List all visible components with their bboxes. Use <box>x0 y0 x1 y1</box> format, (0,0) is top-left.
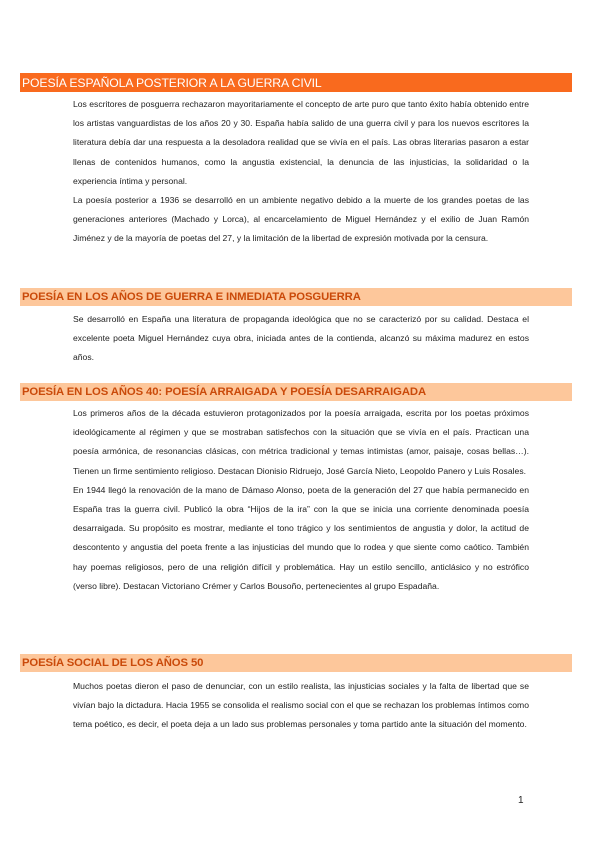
section-poesia-social <box>20 654 572 735</box>
paragraph: Los escritores de posguerra rechazaron mayoritariamente el concepto de arte puro que tanto éxito había obtenido entre los artistas vanguardistas de los años 20 y 30. España había salido de una guerra civil y para los nuevos escritores la literatura debía dar una respuesta a la desoladora realidad que se vivía en el país. Las obras literarias pasaron a estar llenas de contenidos humanos, como la angustia existencial, la denuncia de las injusticias, la solidaridad o la experiencia íntima y personal. <box>73 99 529 186</box>
paragraph: Se desarrolló en España una literatura de propaganda ideológica que no se caracterizó por su calidad. Destaca el excelente poeta Miguel Hernández cuya obra, iniciada antes de la contienda, alcanzó su máxima madurez en estos años. <box>73 314 529 363</box>
section-heading: POESÍA EN LOS AÑOS DE GUERRA E INMEDIATA POSGUERRA <box>20 288 572 306</box>
paragraph: Los primeros años de la década estuvieron protagonizados por la poesía arraigada, escrita por los poetas próximos ideológicamente al régimen y que se mostraban satisfechos con la situación que se vivía en el país. Practican una poesía armónica, de resonancias clásicas, con métrica tradicional y temas intimistas (amor, paisaje, cosas bellas…). Tienen un firme sentimiento religioso. Destacan Dionisio Ridruejo, José García Nieto, Leopoldo Panero y Luis Rosales. <box>73 408 529 476</box>
page-number: 1 <box>518 795 524 806</box>
paragraph: La poesía posterior a 1936 se desarrolló en un ambiente negativo debido a la muerte de los grandes poetas de las generaciones anteriores (Machado y Lorca), al encarcelamiento de Miguel Hernández y el exilio de Juan Ramón Jiménez y de la mayoría de poetas del 27, y la limitación de la libertad de expresión motivada por la censura. <box>73 195 529 244</box>
section-body <box>73 310 529 368</box>
paragraph: Muchos poetas dieron el paso de denunciar, con un estilo realista, las injusticias sociales y la falta de libertad que se vivían bajo la dictadura. Hacia 1955 se consolida el realismo social con el que se rechazan los problemas íntimos como tema poético, es decir, el poeta deja a un lado sus problemas personales y toma partido ante la situación del momento. <box>73 681 529 730</box>
section-body <box>73 404 529 596</box>
section-body <box>73 677 529 735</box>
section-body <box>73 95 529 249</box>
section-heading: POESÍA SOCIAL DE LOS AÑOS 50 <box>20 654 572 672</box>
section-heading: POESÍA ESPAÑOLA POSTERIOR A LA GUERRA CIVIL <box>20 73 572 92</box>
paragraph: En 1944 llegó la renovación de la mano de Dámaso Alonso, poeta de la generación del 27 que había permanecido en España tras la guerra civil. Publicó la obra “Hijos de la ira” con la que se inicia una corriente denominada poesía desarraigada. Su propósito es mostrar, mediante el tono trágico y los sentimientos de angustia y dolor, la actitud de descontento y angustia del poeta frente a las injusticias del mundo que lo rodea y que siente como caótico. También hay poemas religiosos, pero de una religión difícil y problemática. Hay un estilo sencillo, anticlásico y no estrófico (verso libre). Destacan Victoriano Crémer y Carlos Bousoño, pertenecientes al grupo Espadaña. <box>73 484 529 591</box>
section-guerra-posguerra <box>20 288 572 368</box>
section-posguerra-intro <box>20 73 572 249</box>
section-anos-40 <box>20 383 572 596</box>
section-heading: POESÍA EN LOS AÑOS 40: POESÍA ARRAIGADA Y POESÍA DESARRAIGADA <box>20 383 572 401</box>
